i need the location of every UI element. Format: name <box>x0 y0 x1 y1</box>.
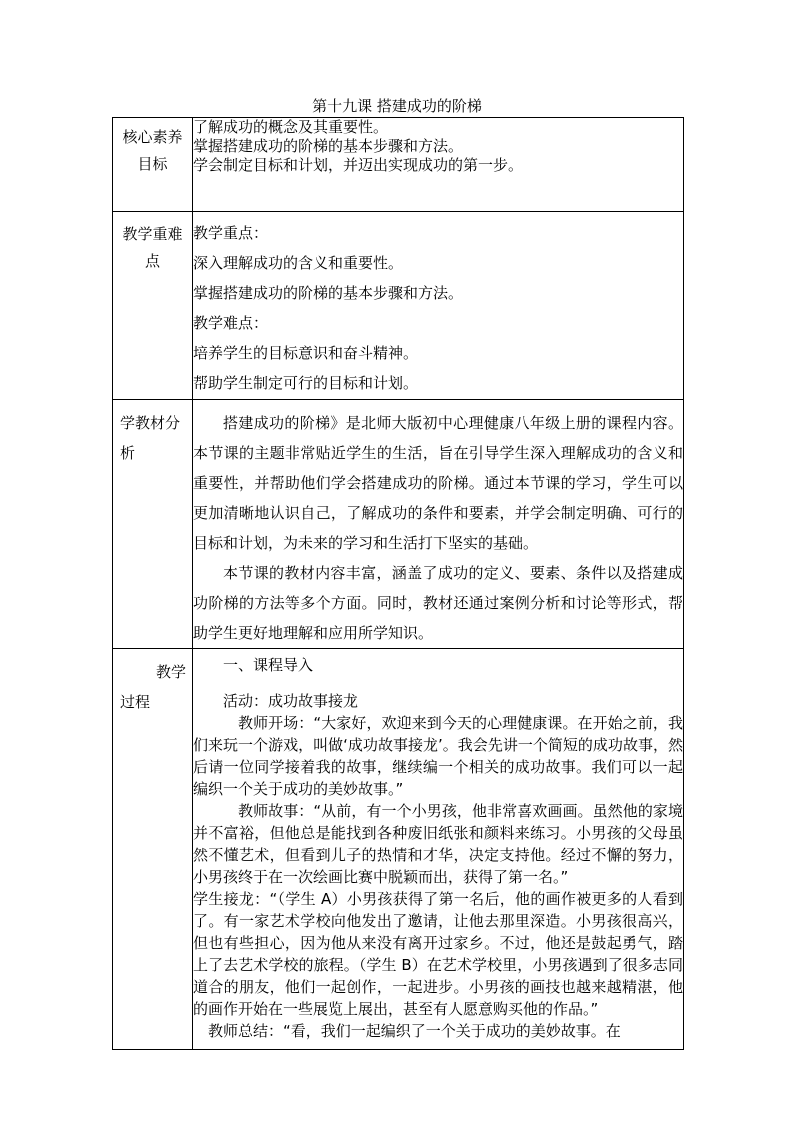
student-continuation: 学生接龙：“（学生 A）小男孩获得了第一名后，他的画作被更多的人看到了。有一家艺术学校向他发出了邀请，让他去那里深造。小男孩很高兴，但也有些担心，因为他从来没有离开过家乡。不过，他还是鼓起勇气，踏上了去艺术学校的旅程。（学生 B）在艺术学校里，小男孩遇到了很多志同道合的朋友，他们一起创作，一起进步。小男孩的画技也越来越精湛，他的画作开始在一些展览上展出，甚至有人愿意购买他的作品。” <box>193 890 683 1018</box>
difficulty-heading: 教学难点： <box>193 314 269 332</box>
analysis-paragraph: 本节课的教材内容丰富，涵盖了成功的定义、要素、条件以及搭建成功阶梯的方法等多个方面。同时，教材还通过案例分析和讨论等形式，帮助学生更好地理解和应用所学知识。 <box>193 564 683 642</box>
teacher-story: 教师故事：“从前，有一个小男孩，他非常喜欢画画。虽然他的家境并不富裕，但他总是能找到各种废旧纸张和颜料来练习。小男孩的父母虽然不懂艺术，但看到儿子的热情和才华，决定支持他。经过不懈的努力，小男孩终于在一次绘画比赛中脱颖而出，获得了第一名。” <box>193 802 683 886</box>
table-row-goals <box>113 118 684 212</box>
table-row-analysis <box>113 400 684 649</box>
keypoint-heading: 教学重点： <box>193 224 269 242</box>
table-row-keypoints <box>113 212 684 400</box>
row-label-analysis-line2: 析 <box>120 444 136 462</box>
goals-content <box>193 118 684 212</box>
row-label-analysis-line1: 学教材分 <box>120 414 181 432</box>
analysis-content <box>193 400 684 649</box>
keypoints-content <box>193 212 684 400</box>
row-label-process <box>113 649 193 1050</box>
row-label-keypoints-line1: 教学重难 <box>122 225 183 243</box>
difficulty-line: 培养学生的目标意识和奋斗精神。 <box>193 344 419 362</box>
document-title: 第十九课 搭建成功的阶梯 <box>312 97 482 115</box>
row-label-keypoints <box>113 212 193 400</box>
goal-line: 了解成功的概念及其重要性。 <box>193 118 389 136</box>
difficulty-line: 帮助学生制定可行的目标和计划。 <box>193 374 419 392</box>
row-label-process-line1: 教学 <box>155 663 186 681</box>
spacer <box>193 678 683 690</box>
keypoint-line: 掌握搭建成功的阶梯的基本步骤和方法。 <box>193 284 464 302</box>
teacher-summary: 教师总结：“看，我们一起编织了一个关于成功的美妙故事。在 <box>208 1022 621 1040</box>
row-label-analysis <box>113 400 193 649</box>
row-label-goals-line1: 核心素养 <box>122 128 183 146</box>
row-label-process-line2: 过程 <box>120 693 151 711</box>
row-label-keypoints-line2: 点 <box>144 252 160 270</box>
keypoint-line: 深入理解成功的含义和重要性。 <box>193 254 404 272</box>
row-label-goals-line2: 目标 <box>137 155 168 173</box>
lesson-plan-table <box>112 117 684 1050</box>
table-row-process <box>113 649 684 1050</box>
activity-heading: 活动：成功故事接龙 <box>223 692 359 710</box>
section-heading: 一、课程导入 <box>223 656 314 674</box>
row-label-goals <box>113 118 193 212</box>
goal-line: 学会制定目标和计划，并迈出实现成功的第一步。 <box>193 156 524 174</box>
analysis-paragraph: 搭建成功的阶梯》是北师大版初中心理健康八年级上册的课程内容。本节课的主题非常贴近学生的生活，旨在引导学生深入理解成功的含义和重要性，并帮助他们学会搭建成功的阶梯。通过本节课的学习，学生可以更加清晰地认识自己，了解成功的条件和要素，并学会制定明确、可行的目标和计划，为未来的学习和生活打下坚实的基础。 <box>193 414 683 552</box>
process-content <box>193 649 684 1050</box>
teacher-opening: 教师开场：“大家好，欢迎来到今天的心理健康课。在开始之前，我们来玩一个游戏，叫做‘成功故事接龙’。我会先讲一个简短的成功故事，然后请一位同学接着我的故事，继续编一个相关的成功故事。我们可以一起编织一个关于成功的美妙故事。” <box>193 714 683 798</box>
goal-line: 掌握搭建成功的阶梯的基本步骤和方法。 <box>193 137 464 155</box>
